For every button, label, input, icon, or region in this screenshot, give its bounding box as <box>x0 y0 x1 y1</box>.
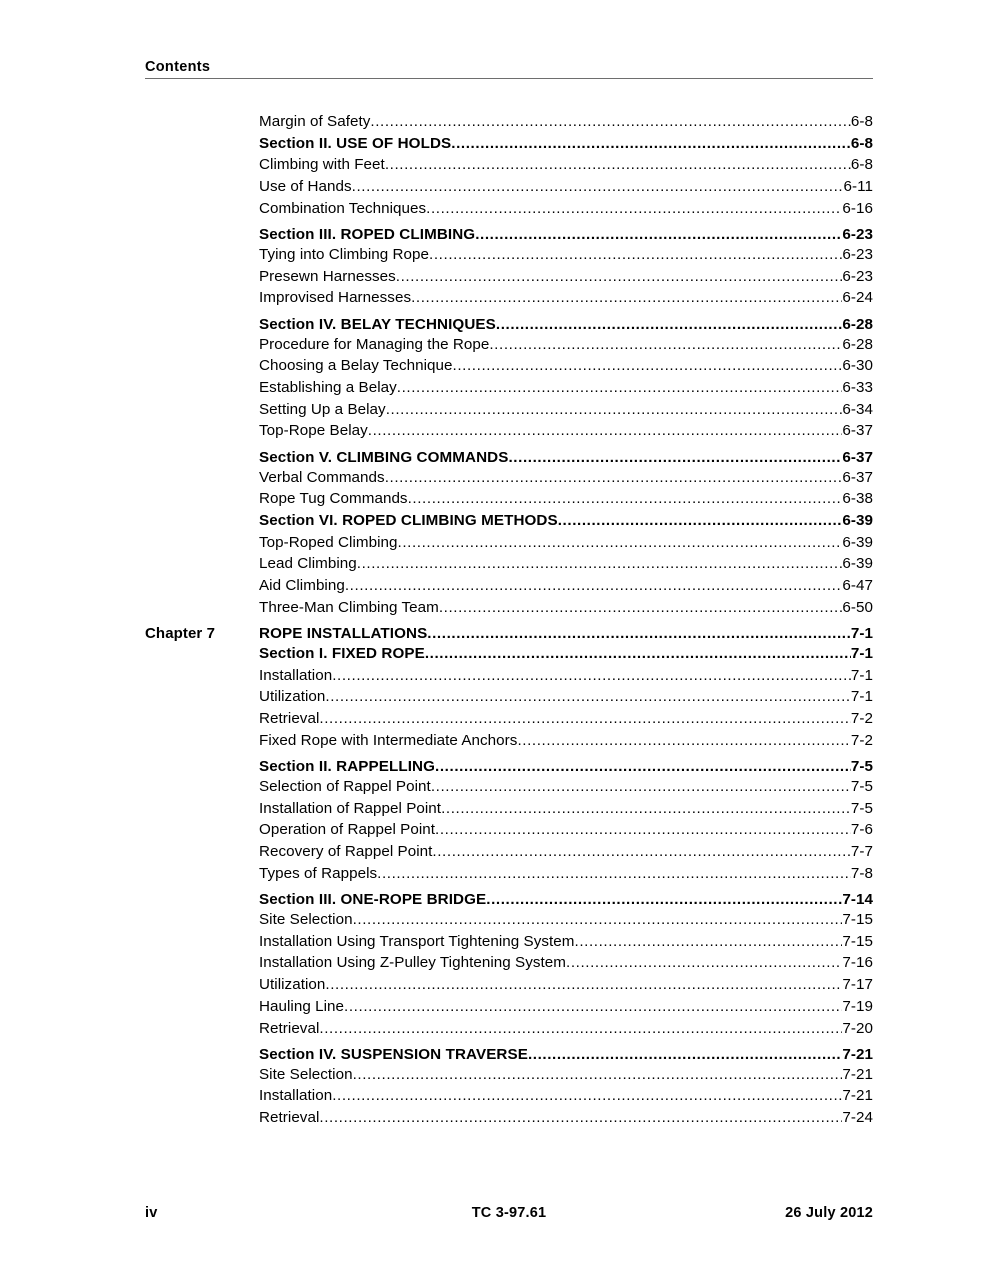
toc-dot-leader <box>385 469 843 486</box>
toc-dot-leader <box>451 135 851 152</box>
toc-row[interactable] <box>145 976 873 998</box>
toc-dot-leader <box>435 821 851 838</box>
toc-dot-leader <box>397 379 843 396</box>
toc-entry-title: Margin of Safety <box>259 113 371 130</box>
toc-entry[interactable] <box>259 688 873 705</box>
toc-entry[interactable] <box>259 778 873 795</box>
toc-entry-title: Improvised Harnesses <box>259 289 412 307</box>
toc-entry-title: Retrieval <box>259 710 320 728</box>
toc-entry-title: Installation Using Z-Pulley Tightening System <box>259 954 566 972</box>
toc-entry[interactable] <box>259 379 873 396</box>
toc-entry[interactable] <box>259 226 873 243</box>
toc-page-number: 6-33 <box>842 378 873 396</box>
toc-dot-leader <box>486 891 842 908</box>
toc-row[interactable] <box>145 422 873 444</box>
toc-entry[interactable] <box>259 289 873 306</box>
toc-entry-title: Site Selection <box>259 1065 353 1083</box>
toc-entry[interactable] <box>259 976 873 993</box>
toc-dot-leader <box>370 113 851 130</box>
toc-row[interactable] <box>145 933 873 955</box>
toc-entry[interactable] <box>259 1087 873 1104</box>
toc-dot-leader <box>319 1109 842 1126</box>
toc-dot-leader <box>566 954 842 971</box>
toc-entry-title: Installation of Rappel Point <box>259 799 442 817</box>
toc-row[interactable] <box>145 887 873 911</box>
toc-row[interactable] <box>145 599 873 621</box>
toc-row[interactable] <box>145 534 873 556</box>
toc-entry-title: Recovery of Rappel Point <box>259 843 433 861</box>
table-of-contents <box>145 113 873 1131</box>
toc-dot-leader <box>396 268 843 285</box>
toc-entry-title: Section IV. BELAY TECHNIQUES <box>259 315 496 333</box>
toc-entry-title: Establishing a Belay <box>259 378 397 396</box>
toc-entry-title: Section III. ONE-ROPE BRIDGE <box>259 891 487 909</box>
toc-row[interactable] <box>145 444 873 468</box>
toc-entry-title: Tying into Climbing Rope <box>259 245 430 263</box>
toc-row[interactable] <box>145 311 873 335</box>
toc-row[interactable] <box>145 621 873 645</box>
toc-dot-leader <box>575 933 843 950</box>
toc-dot-leader <box>386 401 843 418</box>
toc-row[interactable] <box>145 688 873 710</box>
toc-page-number: 6-8 <box>850 134 873 152</box>
toc-entry-title: Utilization <box>259 976 326 994</box>
toc-row[interactable] <box>145 469 873 491</box>
toc-row[interactable] <box>145 512 873 534</box>
toc-entry[interactable] <box>259 469 873 486</box>
toc-page-number: 6-39 <box>842 555 873 573</box>
toc-page-number: 6-34 <box>842 400 873 418</box>
toc-page-number: 7-20 <box>842 1019 873 1037</box>
toc-entry-title: Aid Climbing <box>259 577 345 595</box>
toc-page-number: 6-23 <box>842 267 873 285</box>
page-header <box>145 58 873 79</box>
toc-dot-leader <box>332 667 851 684</box>
toc-row[interactable] <box>145 246 873 268</box>
toc-chapter-label: Chapter 7 <box>145 625 216 643</box>
toc-dot-leader <box>411 289 842 306</box>
toc-entry[interactable] <box>259 534 873 551</box>
toc-page-number: 7-5 <box>850 758 873 776</box>
toc-page-number: 7-21 <box>842 1046 873 1064</box>
toc-row[interactable] <box>145 577 873 599</box>
toc-page-number: 6-37 <box>842 422 873 440</box>
toc-entry-title: Retrieval <box>259 1109 320 1127</box>
toc-entry-title: Operation of Rappel Point <box>259 821 436 839</box>
toc-row[interactable] <box>145 555 873 577</box>
toc-row[interactable] <box>145 490 873 512</box>
toc-dot-leader <box>427 625 851 642</box>
toc-row[interactable] <box>145 911 873 933</box>
toc-row[interactable] <box>145 732 873 754</box>
toc-row[interactable] <box>145 778 873 800</box>
toc-page-number: 7-7 <box>850 843 873 861</box>
toc-page-number: 7-1 <box>850 666 873 684</box>
toc-entry-title: Section VI. ROPED CLIMBING METHODS <box>259 511 558 529</box>
toc-dot-leader <box>475 226 842 243</box>
toc-entry[interactable] <box>259 577 873 594</box>
toc-page-number: 7-17 <box>842 976 873 994</box>
toc-entry[interactable] <box>259 555 873 572</box>
toc-entry-title: Installation <box>259 666 333 684</box>
toc-entry[interactable] <box>259 422 873 439</box>
toc-page-number: 6-28 <box>842 335 873 353</box>
toc-dot-leader <box>432 843 850 860</box>
toc-entry[interactable] <box>259 667 873 684</box>
toc-entry[interactable] <box>259 758 873 775</box>
toc-entry[interactable] <box>259 1020 873 1037</box>
toc-dot-leader <box>345 577 843 594</box>
toc-dot-leader <box>385 156 851 173</box>
toc-entry[interactable] <box>259 710 873 727</box>
toc-entry-title: Installation Using Transport Tightening System <box>259 932 575 950</box>
footer-document-number: TC 3-97.61 <box>471 1205 547 1221</box>
toc-dot-leader <box>508 449 842 466</box>
toc-entry[interactable] <box>259 1066 873 1083</box>
toc-page-number: 7-2 <box>850 710 873 728</box>
toc-dot-leader <box>344 998 842 1015</box>
toc-entry-title: Retrieval <box>259 1019 320 1037</box>
toc-row[interactable] <box>145 1087 873 1109</box>
toc-entry-title: Section II. USE OF HOLDS <box>259 134 452 152</box>
toc-row[interactable] <box>145 754 873 778</box>
toc-dot-leader <box>398 534 843 551</box>
toc-entry[interactable] <box>259 625 873 642</box>
toc-dot-leader <box>332 1087 842 1104</box>
toc-entry-title: Use of Hands <box>259 178 352 196</box>
toc-entry[interactable] <box>259 645 873 662</box>
toc-entry-title: Section III. ROPED CLIMBING <box>259 226 476 244</box>
toc-dot-leader <box>353 1066 843 1083</box>
toc-entry[interactable] <box>259 316 873 333</box>
toc-entry[interactable] <box>259 911 873 928</box>
toc-entry-title: Setting Up a Belay <box>259 400 386 418</box>
toc-entry[interactable] <box>259 178 873 195</box>
toc-entry-title: Installation <box>259 1087 333 1105</box>
toc-page-number: 6-37 <box>842 448 873 466</box>
toc-entry[interactable] <box>259 732 873 749</box>
toc-page-number: 7-8 <box>850 864 873 882</box>
toc-entry[interactable] <box>259 449 873 466</box>
toc-dot-leader <box>353 911 843 928</box>
toc-page-number: 7-1 <box>850 644 873 662</box>
toc-row[interactable] <box>145 135 873 157</box>
toc-page-number: 6-47 <box>842 577 873 595</box>
toc-entry[interactable] <box>259 954 873 971</box>
toc-entry[interactable] <box>259 933 873 950</box>
toc-row[interactable] <box>145 710 873 732</box>
toc-row[interactable] <box>145 357 873 379</box>
toc-row[interactable] <box>145 1041 873 1065</box>
toc-dot-leader <box>496 316 843 333</box>
footer-page-number: iv <box>145 1205 158 1221</box>
toc-entry-title: Section II. RAPPELLING <box>259 758 436 776</box>
toc-dot-leader <box>558 512 843 529</box>
toc-entry[interactable] <box>259 512 873 529</box>
toc-dot-leader <box>426 200 842 217</box>
toc-entry[interactable] <box>259 490 873 507</box>
toc-dot-leader <box>528 1046 842 1063</box>
header-title: Contents <box>145 59 211 75</box>
toc-entry[interactable] <box>259 246 873 263</box>
toc-dot-leader <box>517 732 850 749</box>
toc-page-number: 6-37 <box>842 468 873 486</box>
toc-entry-title: Selection of Rappel Point <box>259 777 431 795</box>
toc-entry-title: Presewn Harnesses <box>259 267 396 285</box>
toc-dot-leader <box>441 800 851 817</box>
toc-page-number: 6-38 <box>842 490 873 508</box>
toc-page-number: 7-15 <box>842 932 873 950</box>
toc-page-number: 7-15 <box>842 910 873 928</box>
toc-page-number: 6-50 <box>842 598 873 616</box>
toc-page-number: 6-8 <box>850 113 873 130</box>
toc-entry-title: Types of Rappels <box>259 864 378 882</box>
toc-entry[interactable] <box>259 821 873 838</box>
toc-entry[interactable] <box>259 1109 873 1126</box>
toc-entry-title: Three-Man Climbing Team <box>259 598 439 616</box>
toc-page-number: 6-39 <box>842 511 873 529</box>
toc-row[interactable] <box>145 645 873 667</box>
toc-page-number: 6-39 <box>842 533 873 551</box>
toc-row[interactable] <box>145 336 873 358</box>
toc-row[interactable] <box>145 289 873 311</box>
toc-page-number: 7-1 <box>850 688 873 706</box>
toc-entry-title: Section IV. SUSPENSION TRAVERSE <box>259 1046 528 1064</box>
toc-page-number: 6-16 <box>842 199 873 217</box>
toc-entry-title: Climbing with Feet <box>259 156 385 174</box>
toc-page-number: 7-19 <box>842 997 873 1015</box>
toc-entry[interactable] <box>259 268 873 285</box>
header-rule <box>145 78 873 79</box>
toc-row[interactable] <box>145 843 873 865</box>
toc-entry[interactable] <box>259 599 873 616</box>
toc-dot-leader <box>319 1020 842 1037</box>
toc-row[interactable] <box>145 156 873 178</box>
toc-dot-leader <box>425 645 851 662</box>
toc-entry[interactable] <box>259 1046 873 1063</box>
toc-entry-title: Lead Climbing <box>259 555 357 573</box>
toc-row[interactable] <box>145 800 873 822</box>
toc-row[interactable] <box>145 1066 873 1088</box>
toc-entry-title: Section V. CLIMBING COMMANDS <box>259 448 509 466</box>
toc-row[interactable] <box>145 821 873 843</box>
toc-page-number: 7-16 <box>842 954 873 972</box>
toc-entry-title: Hauling Line <box>259 997 345 1015</box>
toc-entry-title: Section I. FIXED ROPE <box>259 644 425 662</box>
toc-dot-leader <box>319 710 851 727</box>
toc-entry[interactable] <box>259 891 873 908</box>
toc-page-number: 7-21 <box>842 1087 873 1105</box>
toc-row[interactable] <box>145 865 873 887</box>
toc-entry-title: Choosing a Belay Technique <box>259 357 453 375</box>
footer-date: 26 July 2012 <box>785 1205 874 1221</box>
toc-page-number: 6-23 <box>842 226 873 244</box>
toc-entry[interactable] <box>259 843 873 860</box>
toc-dot-leader <box>368 422 843 439</box>
toc-page-number: 6-28 <box>842 315 873 333</box>
toc-row[interactable] <box>145 1020 873 1042</box>
toc-entry[interactable] <box>259 401 873 418</box>
toc-entry[interactable] <box>259 865 873 882</box>
toc-page-number: 6-23 <box>842 245 873 263</box>
toc-page-number: 7-21 <box>842 1065 873 1083</box>
toc-dot-leader <box>429 246 842 263</box>
toc-dot-leader <box>325 976 842 993</box>
toc-row[interactable] <box>145 222 873 246</box>
toc-entry-title: Procedure for Managing the Rope <box>259 335 490 353</box>
toc-entry[interactable] <box>259 998 873 1015</box>
toc-entry[interactable] <box>259 336 873 353</box>
page-footer <box>145 1205 873 1221</box>
toc-dot-leader <box>352 178 844 195</box>
toc-dot-leader <box>431 778 851 795</box>
toc-entry-title: Verbal Commands <box>259 468 385 486</box>
toc-entry-title: Top-Rope Belay <box>259 422 368 440</box>
toc-row[interactable] <box>145 200 873 222</box>
toc-dot-leader <box>439 599 843 616</box>
toc-page-number: 7-1 <box>850 625 873 643</box>
toc-entry-title: Rope Tug Commands <box>259 490 408 508</box>
toc-entry[interactable] <box>259 113 873 130</box>
toc-entry[interactable] <box>259 156 873 173</box>
toc-entry-title: Top-Roped Climbing <box>259 533 398 551</box>
toc-row[interactable] <box>145 954 873 976</box>
toc-row[interactable] <box>145 1109 873 1131</box>
toc-row[interactable] <box>145 268 873 290</box>
toc-entry-title: ROPE INSTALLATIONS <box>259 625 428 643</box>
toc-row[interactable] <box>145 178 873 200</box>
toc-page-number: 6-8 <box>850 156 873 174</box>
toc-page-number: 6-11 <box>843 178 873 196</box>
toc-dot-leader <box>435 758 851 775</box>
toc-page-number: 7-14 <box>842 891 873 909</box>
toc-entry-title: Combination Techniques <box>259 199 427 217</box>
toc-entry[interactable] <box>259 135 873 152</box>
toc-page-number: 7-2 <box>850 731 873 749</box>
toc-page-number: 7-5 <box>850 777 873 795</box>
toc-page-number: 6-24 <box>842 289 873 307</box>
toc-page-number: 7-24 <box>842 1109 873 1127</box>
toc-entry[interactable] <box>259 200 873 217</box>
toc-dot-leader <box>357 555 843 572</box>
toc-entry-title: Utilization <box>259 688 326 706</box>
toc-row[interactable] <box>145 667 873 689</box>
toc-page-number: 7-6 <box>850 821 873 839</box>
toc-row[interactable] <box>145 379 873 401</box>
toc-dot-leader <box>377 865 851 882</box>
toc-entry[interactable] <box>259 800 873 817</box>
toc-row[interactable] <box>145 401 873 423</box>
toc-row[interactable] <box>145 998 873 1020</box>
toc-dot-leader <box>325 688 851 705</box>
toc-page-number: 7-5 <box>850 799 873 817</box>
toc-entry-title: Fixed Rope with Intermediate Anchors <box>259 731 518 749</box>
toc-page-number: 6-30 <box>842 357 873 375</box>
toc-entry-title: Site Selection <box>259 910 353 928</box>
toc-dot-leader <box>489 336 842 353</box>
toc-dot-leader <box>408 490 843 507</box>
toc-entry[interactable] <box>259 357 873 374</box>
toc-dot-leader <box>453 357 843 374</box>
toc-row[interactable] <box>145 113 873 135</box>
